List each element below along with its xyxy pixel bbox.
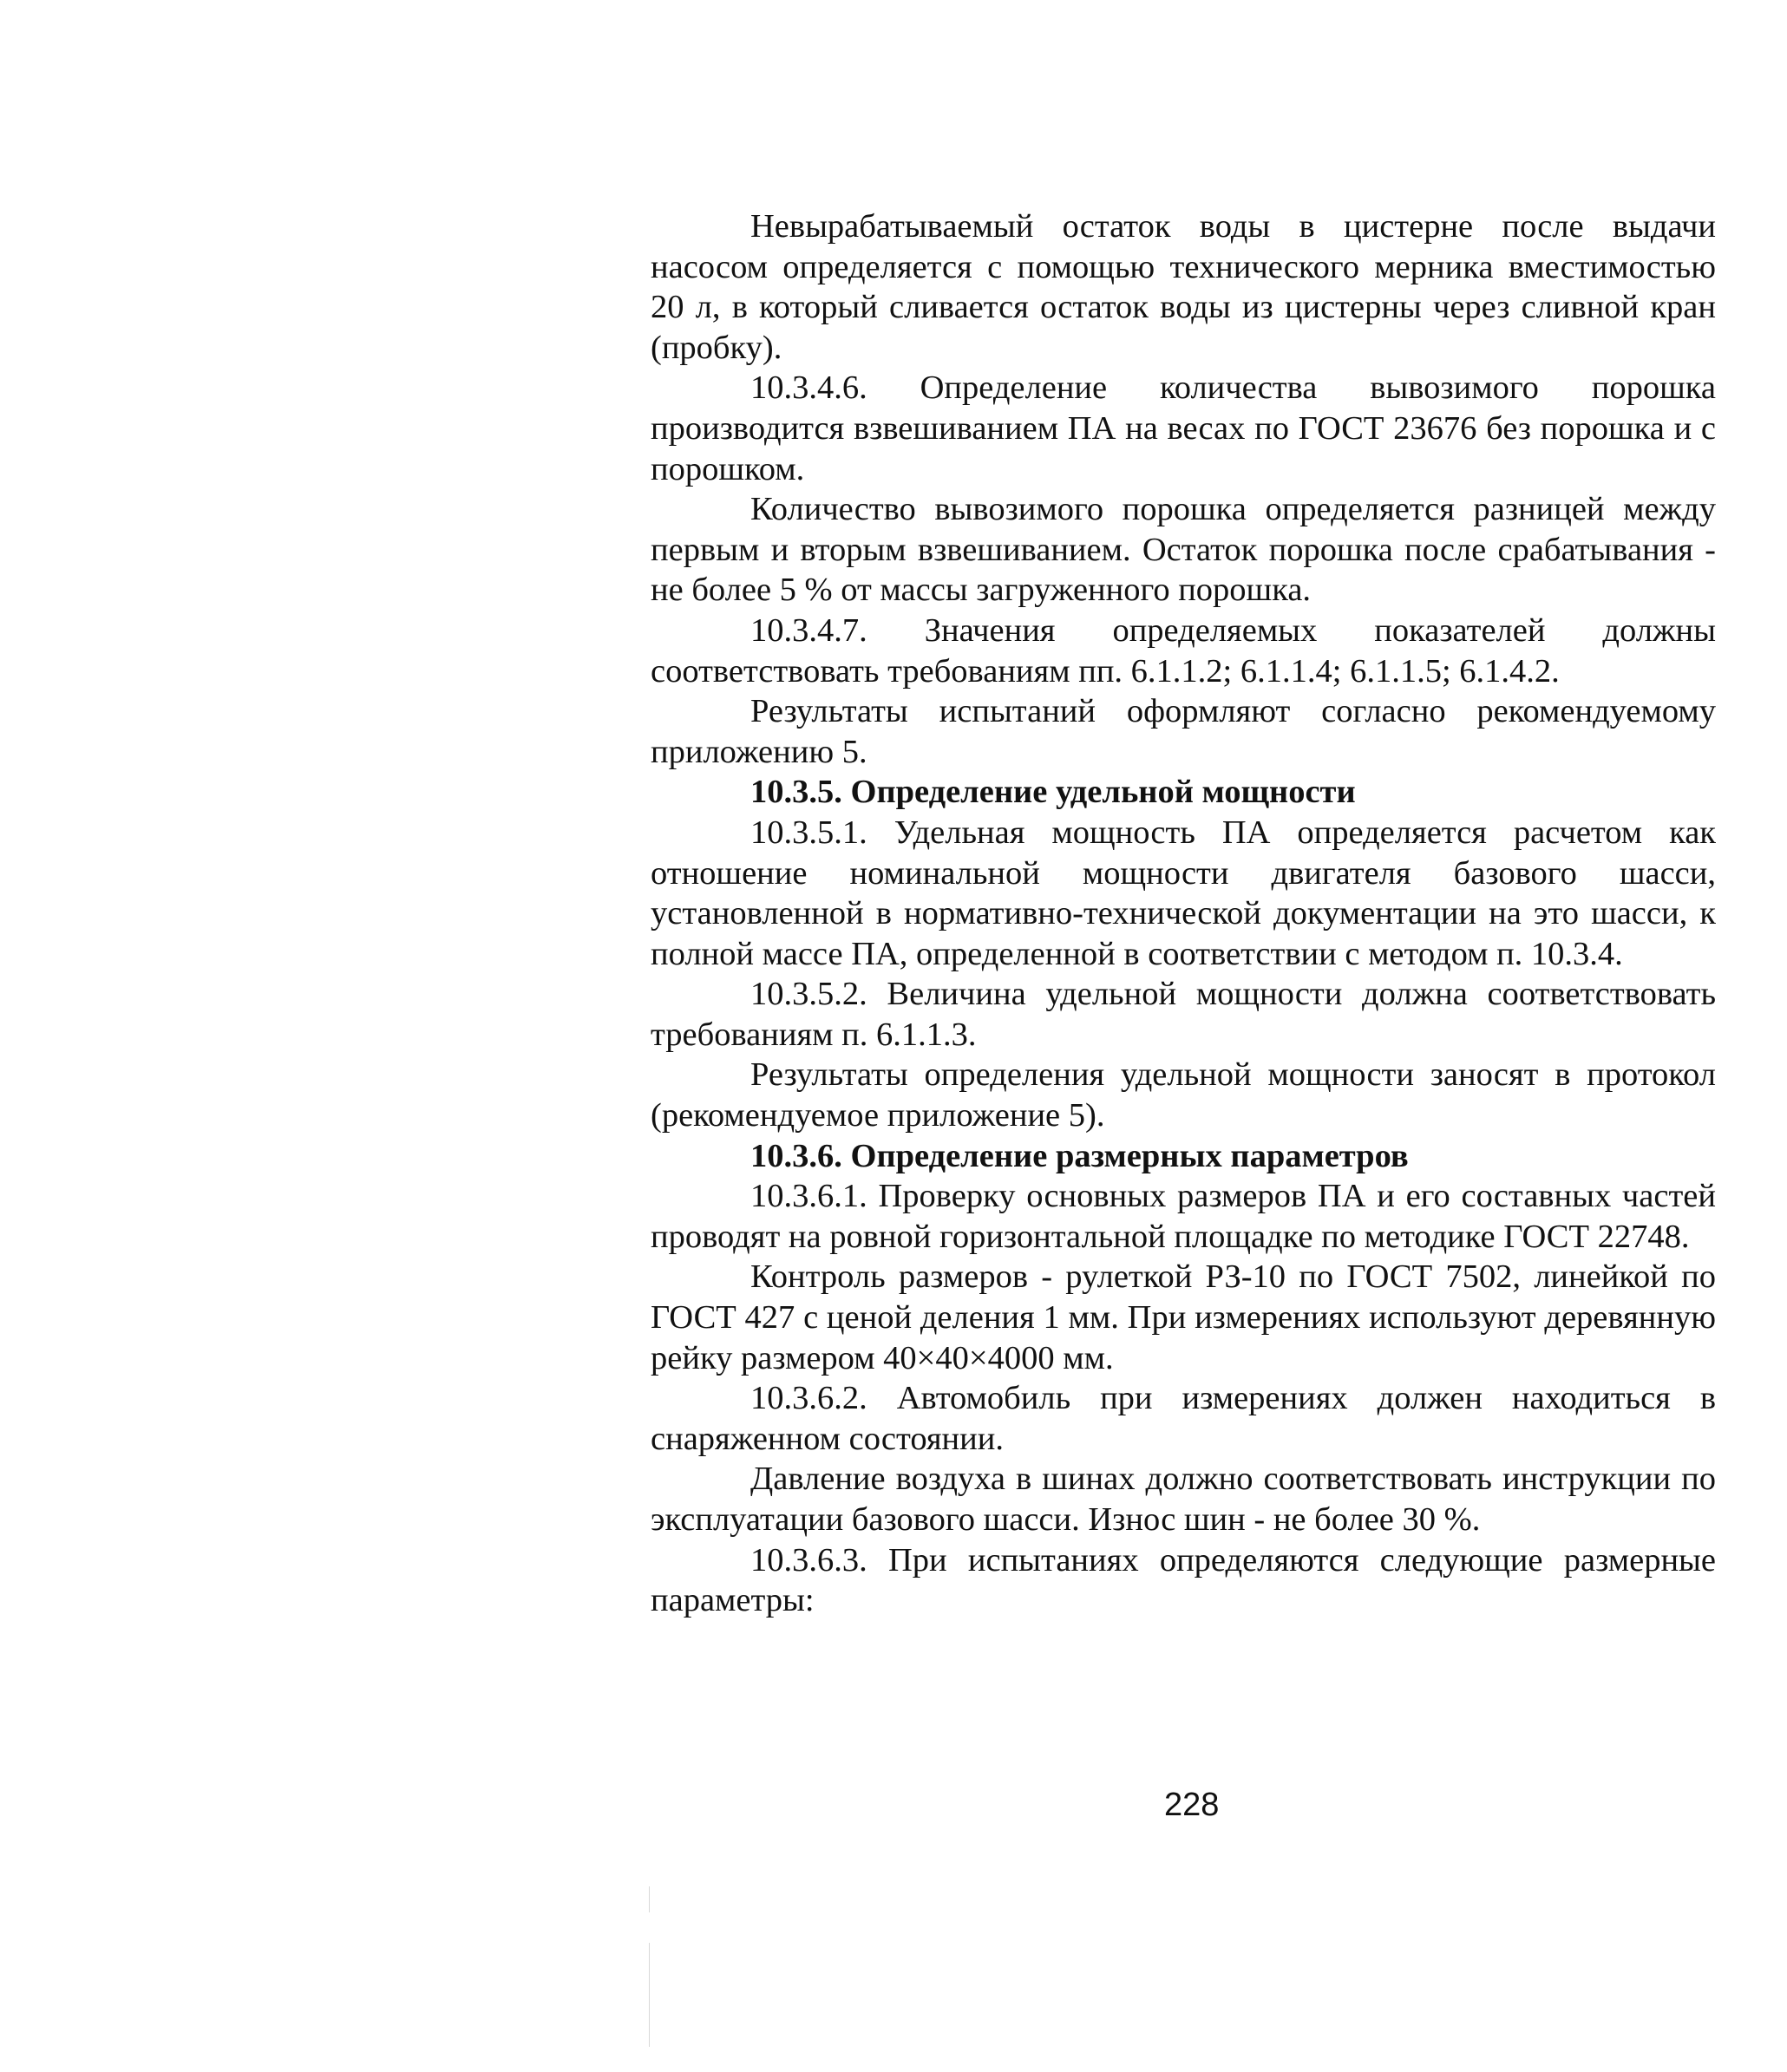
section-heading-10-3-6: 10.3.6. Определение размерных параметров — [750, 1137, 1409, 1174]
section-heading-10-3-5: 10.3.5. Определение удельной мощности — [750, 774, 1356, 811]
scan-artifact-mark — [649, 1886, 650, 1912]
paragraph-10-3-6-1: 10.3.6.1. Проверку основных размеров ПА и его составных частей проводят на ровной горизонтальной площадке по методике ГОСТ 22748. — [651, 1178, 1716, 1255]
paragraph-10-3-4-7: 10.3.4.7. Значения определяемых показателей должны соответствовать требованиям пп. 6.1.1.2; 6.1.1.4; 6.1.1.5; 6.1.4.2. — [651, 611, 1716, 690]
page-number: 228 — [1164, 1787, 1220, 1823]
paragraph-10-3-6-3: 10.3.6.3. При испытаниях определяются следующие размерные параметры: — [651, 1541, 1716, 1619]
paragraph-water-residue: Невырабатываемый остаток воды в цистерне после выдачи насосом определяется с помощью технического мерника вместимостью 20 л, в который сливается остаток воды из цистерны через сливной кран (пробку). — [651, 208, 1716, 366]
paragraph-10-3-6-2: 10.3.6.2. Автомобиль при измерениях должен находиться в снаряженном состоянии. — [651, 1380, 1716, 1457]
paragraph-power-results: Результаты определения удельной мощности заносят в протокол (рекомендуемое приложение 5). — [651, 1056, 1716, 1134]
paragraph-10-3-5-1: 10.3.5.1. Удельная мощность ПА определяется расчетом как отношение номинальной мощности двигателя базового шасси, установленной в нормативно-технической документации на это шасси, к полной массе ПА, определенной в соответствии с методом п. 10.3.4. — [651, 814, 1716, 972]
paragraph-test-results: Результаты испытаний оформляют согласно рекомендуемому приложению 5. — [651, 693, 1716, 770]
paragraph-10-3-4-6: 10.3.4.6. Определение количества вывозимого порошка производится взвешиванием ПА на весах по ГОСТ 23676 без порошка и с порошком. — [651, 369, 1716, 487]
paragraph-powder-quantity: Количество вывозимого порошка определяется разницей между первым и вторым взвешиванием. Остаток порошка после срабатывания - не более 5 % от массы загруженного порошка. — [651, 491, 1716, 609]
paragraph-size-control: Контроль размеров - рулеткой РЗ-10 по ГОСТ 7502, линейкой по ГОСТ 427 с ценой деления 1 мм. При измерениях используют деревянную рейку размером 40×40×4000 мм. — [651, 1258, 1716, 1376]
paragraph-10-3-5-2: 10.3.5.2. Величина удельной мощности должна соответствовать требованиям п. 6.1.1.3. — [651, 976, 1716, 1053]
scan-artifact-mark — [649, 1943, 650, 2047]
paragraph-tire-pressure: Давление воздуха в шинах должно соответствовать инструкции по эксплуатации базового шасси. Износ шин - не более 30 %. — [651, 1461, 1716, 1538]
body-text — [651, 206, 1716, 1621]
